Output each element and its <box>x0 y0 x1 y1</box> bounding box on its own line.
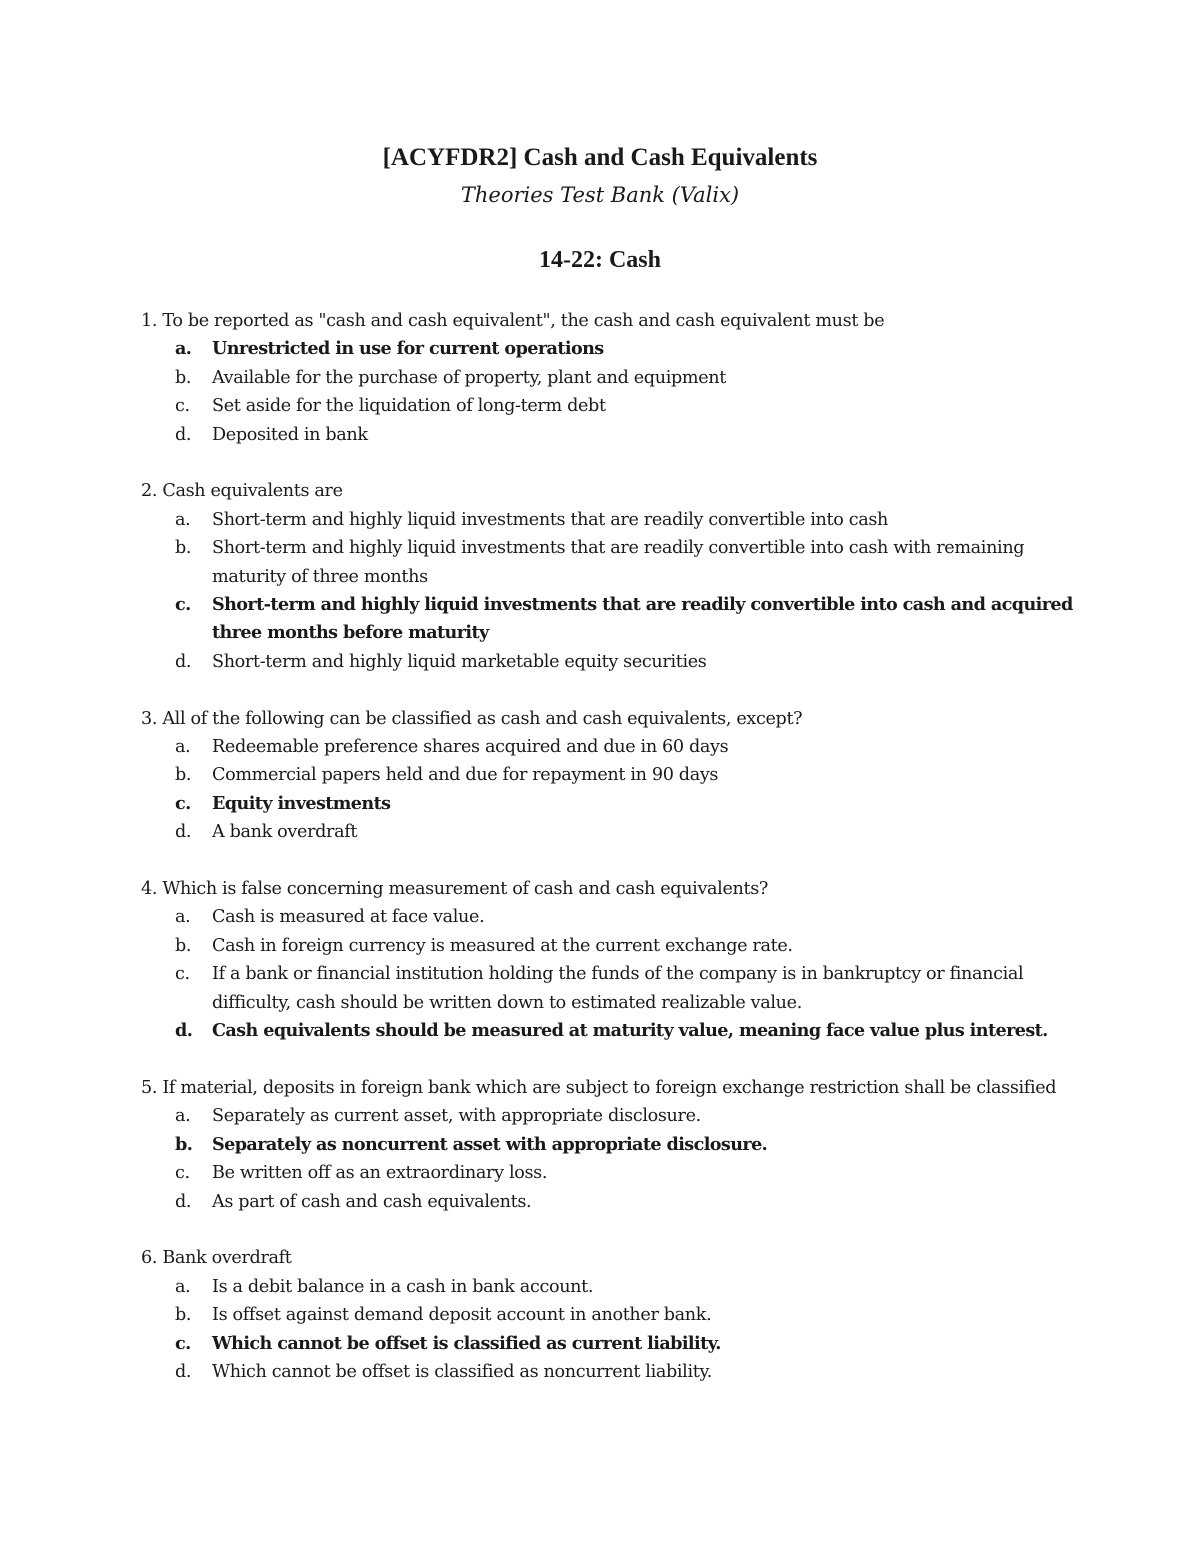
choice-text: Set aside for the liquidation of long-term debt <box>212 396 606 417</box>
question-stem: 2. Cash equivalents are <box>141 481 343 502</box>
choice-letter: c. <box>175 964 190 985</box>
choice-text: Equity investments <box>212 792 391 814</box>
choice-letter: d. <box>175 651 192 672</box>
question-stem: 6. Bank overdraft <box>141 1248 292 1269</box>
choice-letter: b. <box>175 1305 192 1326</box>
question-list <box>141 307 1101 1415</box>
choice-item-correct <box>141 1017 1101 1045</box>
choice-item <box>141 364 1101 392</box>
choice-text: Is offset against demand deposit account in another bank. <box>212 1305 712 1326</box>
choice-letter: b. <box>175 538 192 559</box>
choice-item <box>141 1159 1101 1187</box>
choice-item <box>141 648 1101 676</box>
choice-letter: a. <box>175 1276 191 1297</box>
choice-item <box>141 392 1101 420</box>
choice-item-correct <box>141 335 1101 363</box>
choice-item <box>141 1188 1101 1216</box>
choice-item <box>141 960 1101 1017</box>
choice-text: If a bank or financial institution holding the funds of the company is in bankruptcy or financial difficulty, cash should be written down to estimated realizable value. <box>212 964 1024 1013</box>
choice-letter: d. <box>175 822 192 843</box>
choice-text: Is a debit balance in a cash in bank account. <box>212 1276 594 1297</box>
choice-list <box>141 506 1101 676</box>
choice-item <box>141 903 1101 931</box>
choice-list <box>141 1273 1101 1387</box>
choice-text: Cash is measured at face value. <box>212 907 485 928</box>
choice-list <box>141 903 1101 1045</box>
choice-letter: d. <box>175 1020 193 1042</box>
document-title: [ACYFDR2] Cash and Cash Equivalents <box>382 144 818 171</box>
question-1 <box>141 307 1101 449</box>
choice-letter: c. <box>175 396 190 417</box>
choice-letter: c. <box>175 1163 190 1184</box>
choice-letter: b. <box>175 367 192 388</box>
choice-letter: c. <box>175 792 191 814</box>
choice-item <box>141 733 1101 761</box>
choice-letter: d. <box>175 424 192 445</box>
choice-item-correct <box>141 591 1101 648</box>
choice-item-correct <box>141 790 1101 818</box>
question-2 <box>141 477 1101 676</box>
choice-text: A bank overdraft <box>212 822 358 843</box>
choice-letter: b. <box>175 1133 193 1155</box>
choice-text: Available for the purchase of property, plant and equipment <box>212 367 726 388</box>
choice-item <box>141 1358 1101 1386</box>
choice-list <box>141 733 1101 847</box>
question-stem: 1. To be reported as "cash and cash equivalent", the cash and cash equivalent must be <box>141 311 885 331</box>
question-5 <box>141 1074 1101 1216</box>
choice-item <box>141 818 1101 846</box>
choice-item <box>141 1102 1101 1130</box>
choice-list <box>141 1102 1101 1216</box>
choice-text: Redeemable preference shares acquired and due in 60 days <box>212 737 729 758</box>
choice-letter: a. <box>175 1106 191 1127</box>
choice-text: Which cannot be offset is classified as noncurrent liability. <box>212 1361 712 1382</box>
choice-letter: d. <box>175 1191 192 1212</box>
choice-letter: d. <box>175 1361 192 1382</box>
choice-text: Cash equivalents should be measured at maturity value, meaning face value plus interest. <box>212 1020 1048 1042</box>
choice-text: Separately as current asset, with appropriate disclosure. <box>212 1106 701 1127</box>
choice-text: Separately as noncurrent asset with appropriate disclosure. <box>212 1133 768 1155</box>
section-title: 14-22: Cash <box>538 247 661 273</box>
choice-text: Short-term and highly liquid investments that are readily convertible into cash <box>212 509 889 530</box>
choice-item-correct <box>141 1330 1101 1358</box>
question-stem: 5. If material, deposits in foreign bank which are subject to foreign exchange restriction shall be classified <box>141 1077 1057 1098</box>
choice-item <box>141 534 1101 591</box>
question-3 <box>141 705 1101 847</box>
question-6 <box>141 1244 1101 1386</box>
choice-item <box>141 761 1101 789</box>
document-subtitle: Theories Test Bank (Valix) <box>460 183 740 207</box>
choice-text: Be written off as an extraordinary loss. <box>212 1163 548 1184</box>
choice-text: Which cannot be offset is classified as current liability. <box>212 1332 721 1354</box>
choice-item <box>141 932 1101 960</box>
choice-item <box>141 421 1101 449</box>
choice-letter: b. <box>175 765 192 786</box>
choice-letter: a. <box>175 907 191 928</box>
choice-item-correct <box>141 1131 1101 1159</box>
choice-item <box>141 506 1101 534</box>
choice-letter: a. <box>175 737 191 758</box>
question-stem: 3. All of the following can be classified as cash and cash equivalents, except? <box>141 708 803 729</box>
question-4 <box>141 875 1101 1045</box>
choice-letter: a. <box>175 338 192 360</box>
choice-text: Short-term and highly liquid investments that are readily convertible into cash with remaining maturity of three months <box>212 538 1025 587</box>
choice-letter: a. <box>175 509 191 530</box>
choice-text: Commercial papers held and due for repayment in 90 days <box>212 765 719 786</box>
choice-text: Short-term and highly liquid investments that are readily convertible into cash and acquired three months before maturity <box>212 594 1073 644</box>
choice-text: Deposited in bank <box>212 424 368 445</box>
choice-text: Cash in foreign currency is measured at the current exchange rate. <box>212 935 793 956</box>
choice-letter: c. <box>175 1332 191 1354</box>
choice-text: Short-term and highly liquid marketable equity securities <box>212 651 707 672</box>
choice-list <box>141 335 1101 449</box>
choice-text: Unrestricted in use for current operations <box>212 338 604 360</box>
choice-letter: b. <box>175 935 192 956</box>
choice-text: As part of cash and cash equivalents. <box>212 1191 532 1212</box>
choice-letter: c. <box>175 594 191 616</box>
question-stem: 4. Which is false concerning measurement of cash and cash equivalents? <box>141 879 768 900</box>
choice-item <box>141 1301 1101 1329</box>
choice-item <box>141 1273 1101 1301</box>
